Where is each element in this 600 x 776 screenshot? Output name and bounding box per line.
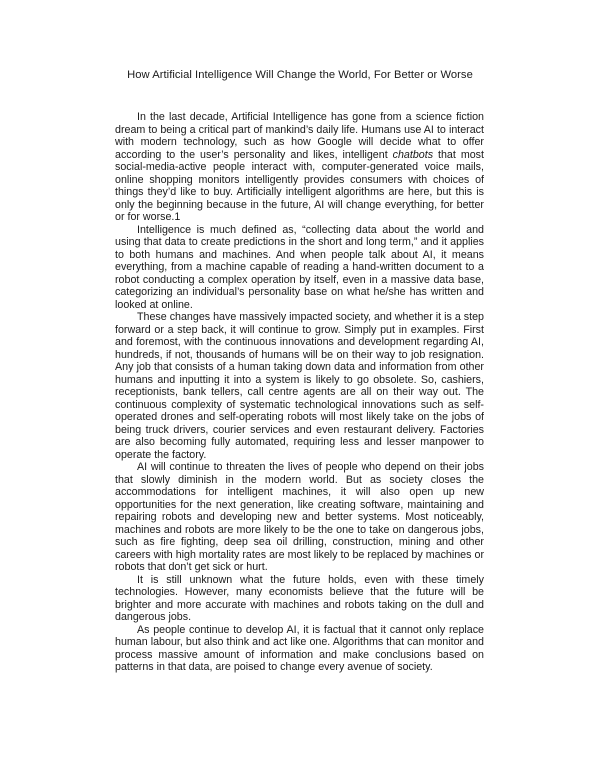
- paragraph-3: These changes have massively impacted society, and whether it is a step forward or a step back, it will continue to grow. Simply put in examples. First and foremost, with the continuous innovations and development regarding AI, hundreds, if not, thousands of humans will be on their way to job resignation. Any job that consists of a human taking down data and information from other humans and inputting it into a system is likely to go obsolete. So, cashiers, receptionists, bank tellers, call centre agents are all on their way out. The continuous complexity of systematic technological innovations such as self-operated drones and self-operating robots will most likely take on the jobs of being truck drivers, courier services and even restaurant delivery. Factories are also becoming fully automated, requiring less and lesser manpower to operate the factory.: [115, 311, 484, 461]
- paragraph-6: As people continue to develop AI, it is factual that it cannot only replace human labour, but also think and act like one. Algorithms that can monitor and process massive amount of information and make conclusions based on patterns in that data, are poised to change every avenue of society.: [115, 623, 484, 673]
- paragraph-2: Intelligence is much defined as, “collecting data about the world and using that data to create predictions in the short and long term,” and it applies to both humans and machines. And when people talk about AI, it means everything, from a machine capable of reading a hand-written document to a robot conducting a complex operation by itself, even in a massive data base, categorizing an individual’s personality base on what he/she has written and looked at online.: [115, 223, 484, 311]
- paragraph-1-italic-chatbots: chatbots: [392, 148, 434, 161]
- paragraph-1: [115, 111, 484, 224]
- paragraph-5: It is still unknown what the future holds, even with these timely technologies. However, many economists believe that the future will be brighter and more accurate with machines and robots taking on the dull and dangerous jobs.: [115, 573, 484, 623]
- paragraph-1-text-b: that most social-media-active people interact with, computer-generated voice mails, online shopping monitors intelligently provides consumers with choices of things they’d like to buy. Artificially intelligent algorithms are here, but this is only the beginning because in the future, AI will change everything, for better or for worse.1: [115, 148, 484, 223]
- document-body: [115, 111, 484, 674]
- paragraph-1-text-a: In the last decade, Artificial Intelligence has gone from a science fiction dream to being a critical part of mankind’s daily life. Humans use AI to interact with modern technology, such as how Google will decide what to offer according to the user’s personality and likes, intelligent: [115, 111, 484, 161]
- document-title: How Artificial Intelligence Will Change the World, For Better or Worse: [127, 69, 473, 81]
- paragraph-4: AI will continue to threaten the lives of people who depend on their jobs that slowly diminish in the modern world. But as society closes the accommodations for intelligent machines, it will also open up new opportunities for the next generation, like creating software, maintaining and repairing robots and developing new and better systems. Most noticeably, machines and robots are more likely to be the one to take on dangerous jobs, such as fire fighting, deep sea oil drilling, construction, mining and other careers with high mortality rates are most likely to be replaced by machines or robots that don’t get sick or hurt.: [115, 461, 484, 573]
